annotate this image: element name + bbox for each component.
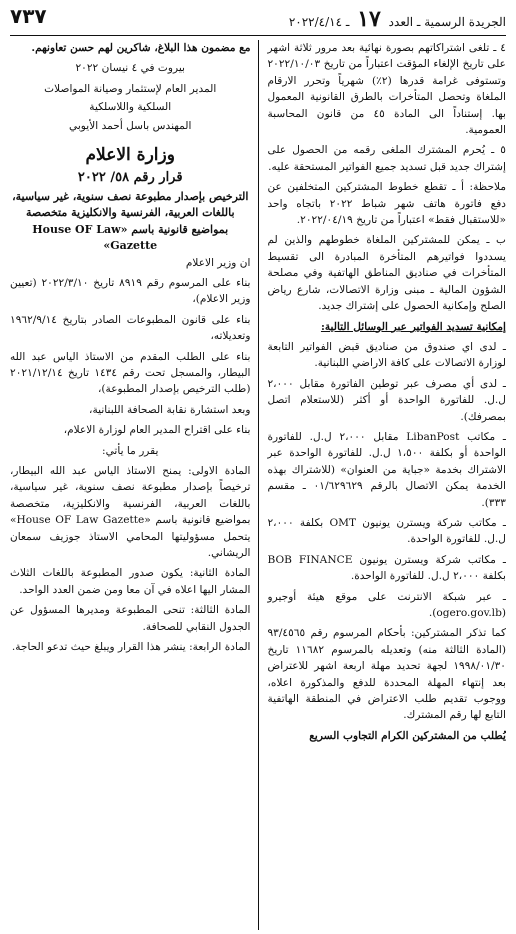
columns bbox=[10, 40, 506, 930]
signatory-name: المهندس باسل أحمد الأيوبي bbox=[69, 119, 192, 132]
payment-item: ـ لدى أي مصرف عبر توطين الفاتورة مقابل ٢،٠٠٠ ل.ل. للفاتورة الواحدة أو أكثر (للاستعلام اتصل بمصرفك). bbox=[267, 377, 506, 423]
note-paragraph: ملاحظة: أ ـ تقطع خطوط المشتركين المتخلفين عن دفع فاتورة هاتف شهر شباط ٢٠٢٢ باتجاه واحد «للاستقبال فقط» اعتباراً من تاريخ ٢٠٢٢/٠٤/١٩. bbox=[267, 181, 506, 227]
payment-item: ـ مكاتب LibanPost مقابل ٢،٠٠٠ ل.ل. للفاتورة الواحدة أو بكلفة ١،٥٠٠ ل.ل. للفاتورة الواحدة عبر الاشتراك بخدمة «جباية من العنوان» (للاشتراك بهذه الخدمة يمكن الاتصال بالرقم ٠١/٦٢٩٦٢٩ ـ مقسم ٣٣٣). bbox=[267, 430, 506, 509]
signature-line: المدير العام لإستثمار وصيانة المواصلات bbox=[44, 82, 217, 95]
paragraph: ب ـ يمكن للمشتركين الملغاة خطوطهم والذين لم يسددوا فواتيرهم المتأخرة المبادرة الى تقسيط المتأخرات في صناديق المناطق الهاتفية وفي مصلحة الشؤون المالية ـ مبنى وزارة الاتصالات، شارع رياض الصلح وإمكانية الحصول على إشتراك جديد. bbox=[267, 234, 506, 313]
payment-item: ـ مكاتب شركة ويسترن يونيون BOB FINANCE بكلفة ٢،٠٠٠ ل.ل. للفاتورة الواحدة. bbox=[267, 553, 506, 583]
considering-clause: وبعد استشارة نقابة الصحافة اللبنانية، bbox=[89, 403, 251, 416]
considering-clause: بناء على قانون المطبوعات الصادر بتاريخ ١٩٦٢/٩/١٤ وتعديلاته، bbox=[10, 313, 251, 343]
ministry-heading: وزارة الاعلام bbox=[85, 145, 175, 166]
article: المادة الاولى: يمنح الاستاذ الياس عبد الله البيطار، ترخيصاً بإصدار مطبوعة نصف سنوية، غير سياسية، باللغات العربية، الفرنسية والانكليزية، متخصصة بمواضيع قانونية باسم «House OF Law Gazette» يتحمل مسؤوليتها المحامي الاستاذ جوزيف سمعان الريشاني. bbox=[10, 464, 251, 560]
payment-item: ـ مكاتب شركة ويسترن يونيون OMT بكلفة ٢،٠٠٠ ل.ل. للفاتورة الواحدة. bbox=[267, 516, 506, 546]
article: المادة الرابعة: ينشر هذا القرار ويبلغ حيث تدعو الحاجة. bbox=[11, 641, 251, 654]
considering-clause: بناء على اقتراح المدير العام لوزارة الاعلام، bbox=[63, 424, 251, 437]
payment-item: ـ عبر شبكة الانترنت على موقع هيئة أوجيرو (ogero.gov.lb). bbox=[267, 590, 506, 619]
left-column bbox=[10, 40, 255, 930]
header-title bbox=[289, 8, 506, 32]
issue-number: ١٧ bbox=[357, 6, 381, 33]
article: المادة الثانية: يكون صدور المطبوعة باللغات الثلاث المشار اليها اعلاه في آن معا ومن ضمن العدد الواحد. bbox=[10, 567, 251, 596]
page-number: ٧٣٧ bbox=[10, 4, 47, 28]
decision-intro: ان وزير الاعلام bbox=[185, 256, 251, 269]
signature-line: السلكية واللاسلكية bbox=[89, 101, 172, 114]
column-divider bbox=[258, 40, 259, 930]
closing-line: يُطلب من المشتركين الكرام التجاوب السريع bbox=[309, 729, 506, 742]
reminder-paragraph: كما تذكر المشتركين: بأحكام المرسوم رقم ٩٣/٤٥٦٥ (المادة الثالثة منه) وتعديله بالمرسوم ١١٦٨٢ تاريخ ١٩٩٨/٠١/٣٠ لجهة تحديد مهلة اربعة اشهر للاعتراض بعد إنتهاء المهلة المحددة للدفع والمذكورة اعلاه، ووجوب تقديم طلب الاعتراض في المنطقة الهاتفية التابع لها رقم المشترك. bbox=[267, 627, 506, 722]
payment-methods-heading: إمكانية تسديد الفواتير عبر الوسائل التالية: bbox=[320, 320, 506, 333]
article: المادة الثالثة: تنحى المطبوعة ومديرها المسؤول عن الجدول النقابي للصحافة. bbox=[10, 604, 251, 633]
considering-clause: بناء على الطلب المقدم من الاستاذ الياس عبد الله البيطار، والمسجل تحت رقم ١٤٣٤ تاريخ ٢٠٢١/١٢/١٤ (طلب الترخيص بإصدار المطبوعة)، bbox=[10, 350, 251, 396]
decides-heading: يقرر ما يأتي: bbox=[102, 444, 159, 457]
decision-subject: الترخيص بإصدار مطبوعة نصف سنوية، غير سياسية، باللغات العربية، الفرنسية والانكليزية متخصصة بمواضيع قانونية باسم «House OF Law Gazette» bbox=[12, 189, 249, 253]
right-column bbox=[261, 40, 506, 930]
decision-title: قرار رقم ٥٨/ ٢٠٢٢ bbox=[77, 170, 183, 186]
paragraph: ٤ ـ تلغى اشتراكاتهم بصورة نهائية بعد مرور ثلاثة اشهر على تاريخ الإلغاء المؤقت اعتباراً من تاريخ ٢٠٢٢/١٠/٠٣ وتستوفى غرامة قدرها (٢٪) شهرياً وتحرر الارقام الملغاة وتحصل المتأخرات بالطرق القانونية المعمول بها. إستناداً الى المادة ٤٥ من قانون المحاسبة العمومية. bbox=[267, 42, 506, 137]
payment-item: ـ لدى اي صندوق من صناديق قبض الفواتير التابعة لوزارة الاتصالات على كافة الاراضي اللبنانية. bbox=[267, 340, 506, 370]
gazette-title: الجريدة الرسمية ـ العدد bbox=[388, 15, 506, 30]
page-header bbox=[10, 6, 506, 36]
considering-clause: بناء على المرسوم رقم ٨٩١٩ تاريخ ٢٠٢٢/٣/١٠ (تعيين وزير الاعلام)، bbox=[10, 276, 251, 306]
place-date: بيروت في ٤ نيسان ٢٠٢٢ bbox=[75, 62, 186, 75]
paragraph: ٥ ـ يُحرم المشترك الملغى رقمه من الحصول على إشتراك جديد قبل تسديد جميع الفواتير المستحقة عليه. bbox=[267, 144, 506, 173]
issue-date: ـ ٢٠٢٢/٤/١٤ bbox=[288, 15, 350, 30]
paragraph: مع مضمون هذا البلاغ، شاكرين لهم حسن تعاونهم. bbox=[31, 42, 251, 54]
